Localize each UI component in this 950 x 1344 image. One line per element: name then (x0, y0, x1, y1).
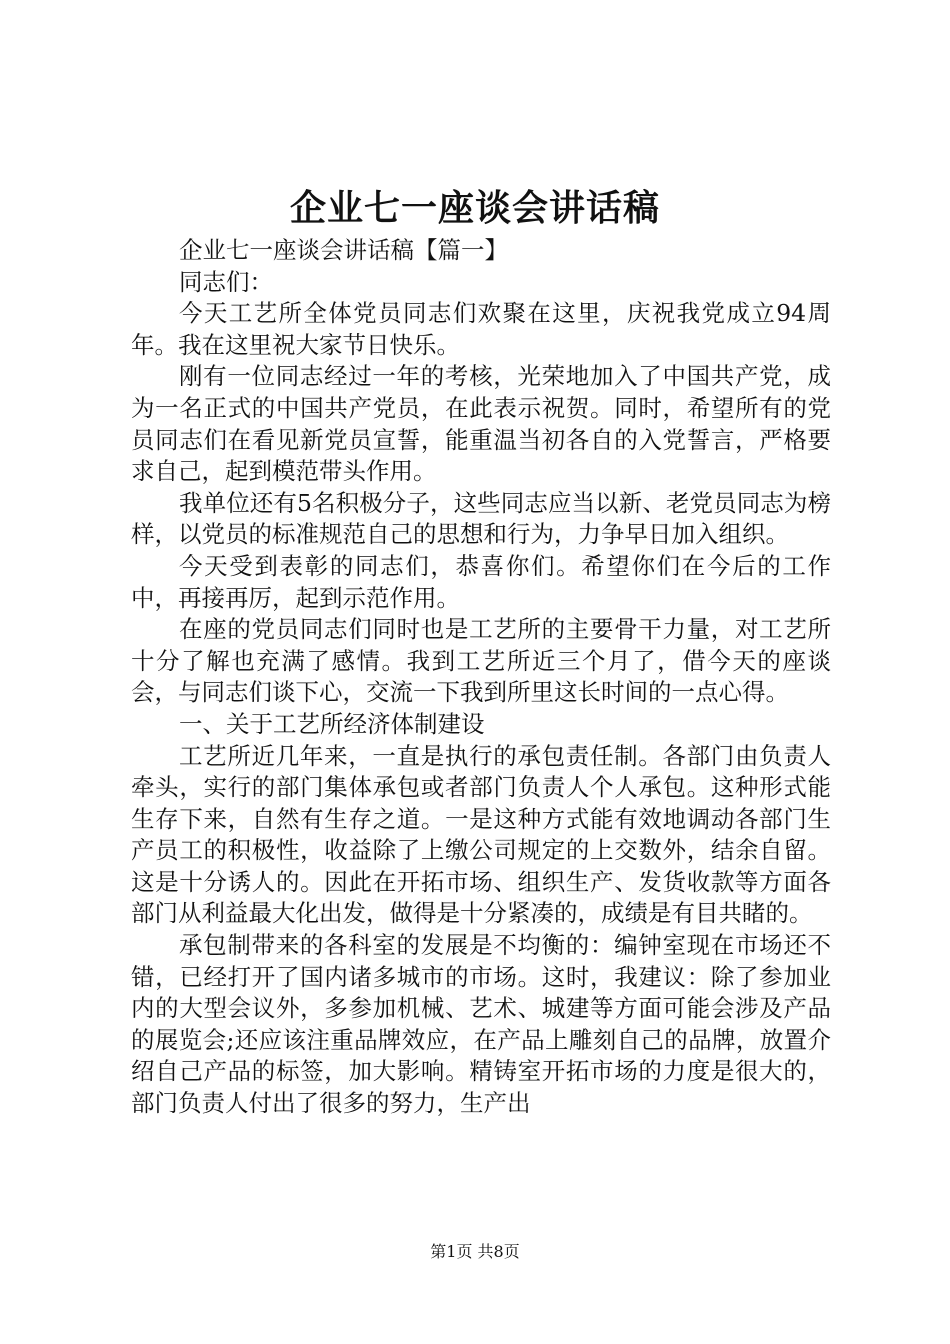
document-title: 企业七一座谈会讲话稿 (289, 187, 660, 229)
paragraph: 今天工艺所全体党员同志们欢聚在这里，庆祝我党成立94周年。我在这里祝大家节日快乐。 (131, 299, 831, 359)
document-body (131, 235, 831, 1120)
paragraph: 我单位还有5名积极分子，这些同志应当以新、老党员同志为榜样，以党员的标准规范自己的思想和行为，力争早日加入组织。 (131, 488, 831, 549)
paragraph: 今天受到表彰的同志们，恭喜你们。希望你们在今后的工作中，再接再厉，起到示范作用。 (131, 551, 831, 612)
paragraph: 刚有一位同志经过一年的考核，光荣地加入了中国共产党，成为一名正式的中国共产党员，在此表示祝贺。同时，希望所有的党员同志们在看见新党员宣誓，能重温当初各自的入党誓言，严格要求自己，起到模范带头作用。 (131, 362, 831, 486)
page-footer: 第1页 共8页 (430, 1242, 520, 1261)
paragraph-heading: 企业七一座谈会讲话稿【篇一】 (179, 236, 508, 264)
paragraph: 工艺所近几年来，一直是执行的承包责任制。各部门由负责人牵头，实行的部门集体承包或者部门负责人个人承包。这种形式能生存下来，自然有生存之道。一是这种方式能有效地调动各部门生产员工的积极性，收益除了上缴公司规定的上交数外，结余自留。这是十分诱人的。因此在开拓市场、组织生产、发货收款等方面各部门从利益最大化出发，做得是十分紧凑的，成绩是有目共睹的。 (131, 741, 831, 928)
section-heading: 一、关于工艺所经济体制建设 (179, 709, 485, 738)
paragraph-salutation: 同志们： (179, 267, 273, 296)
paragraph: 承包制带来的各科室的发展是不均衡的：编钟室现在市场还不错，已经打开了国内诸多城市的市场。这时，我建议：除了参加业内的大型会议外，多参加机械、艺术、城建等方面可能会涉及产品的展览会;还应该注重品牌效应，在产品上雕刻自己的品牌，放置介绍自己产品的标签，加大影响。精铸室开拓市场的力度是很大的，部门负责人付出了很多的努力，生产出 (131, 931, 831, 1118)
paragraph: 在座的党员同志们同时也是工艺所的主要骨干力量，对工艺所十分了解也充满了感情。我到工艺所近三个月了，借今天的座谈会，与同志们谈下心，交流一下我到所里这长时间的一点心得。 (131, 615, 831, 707)
